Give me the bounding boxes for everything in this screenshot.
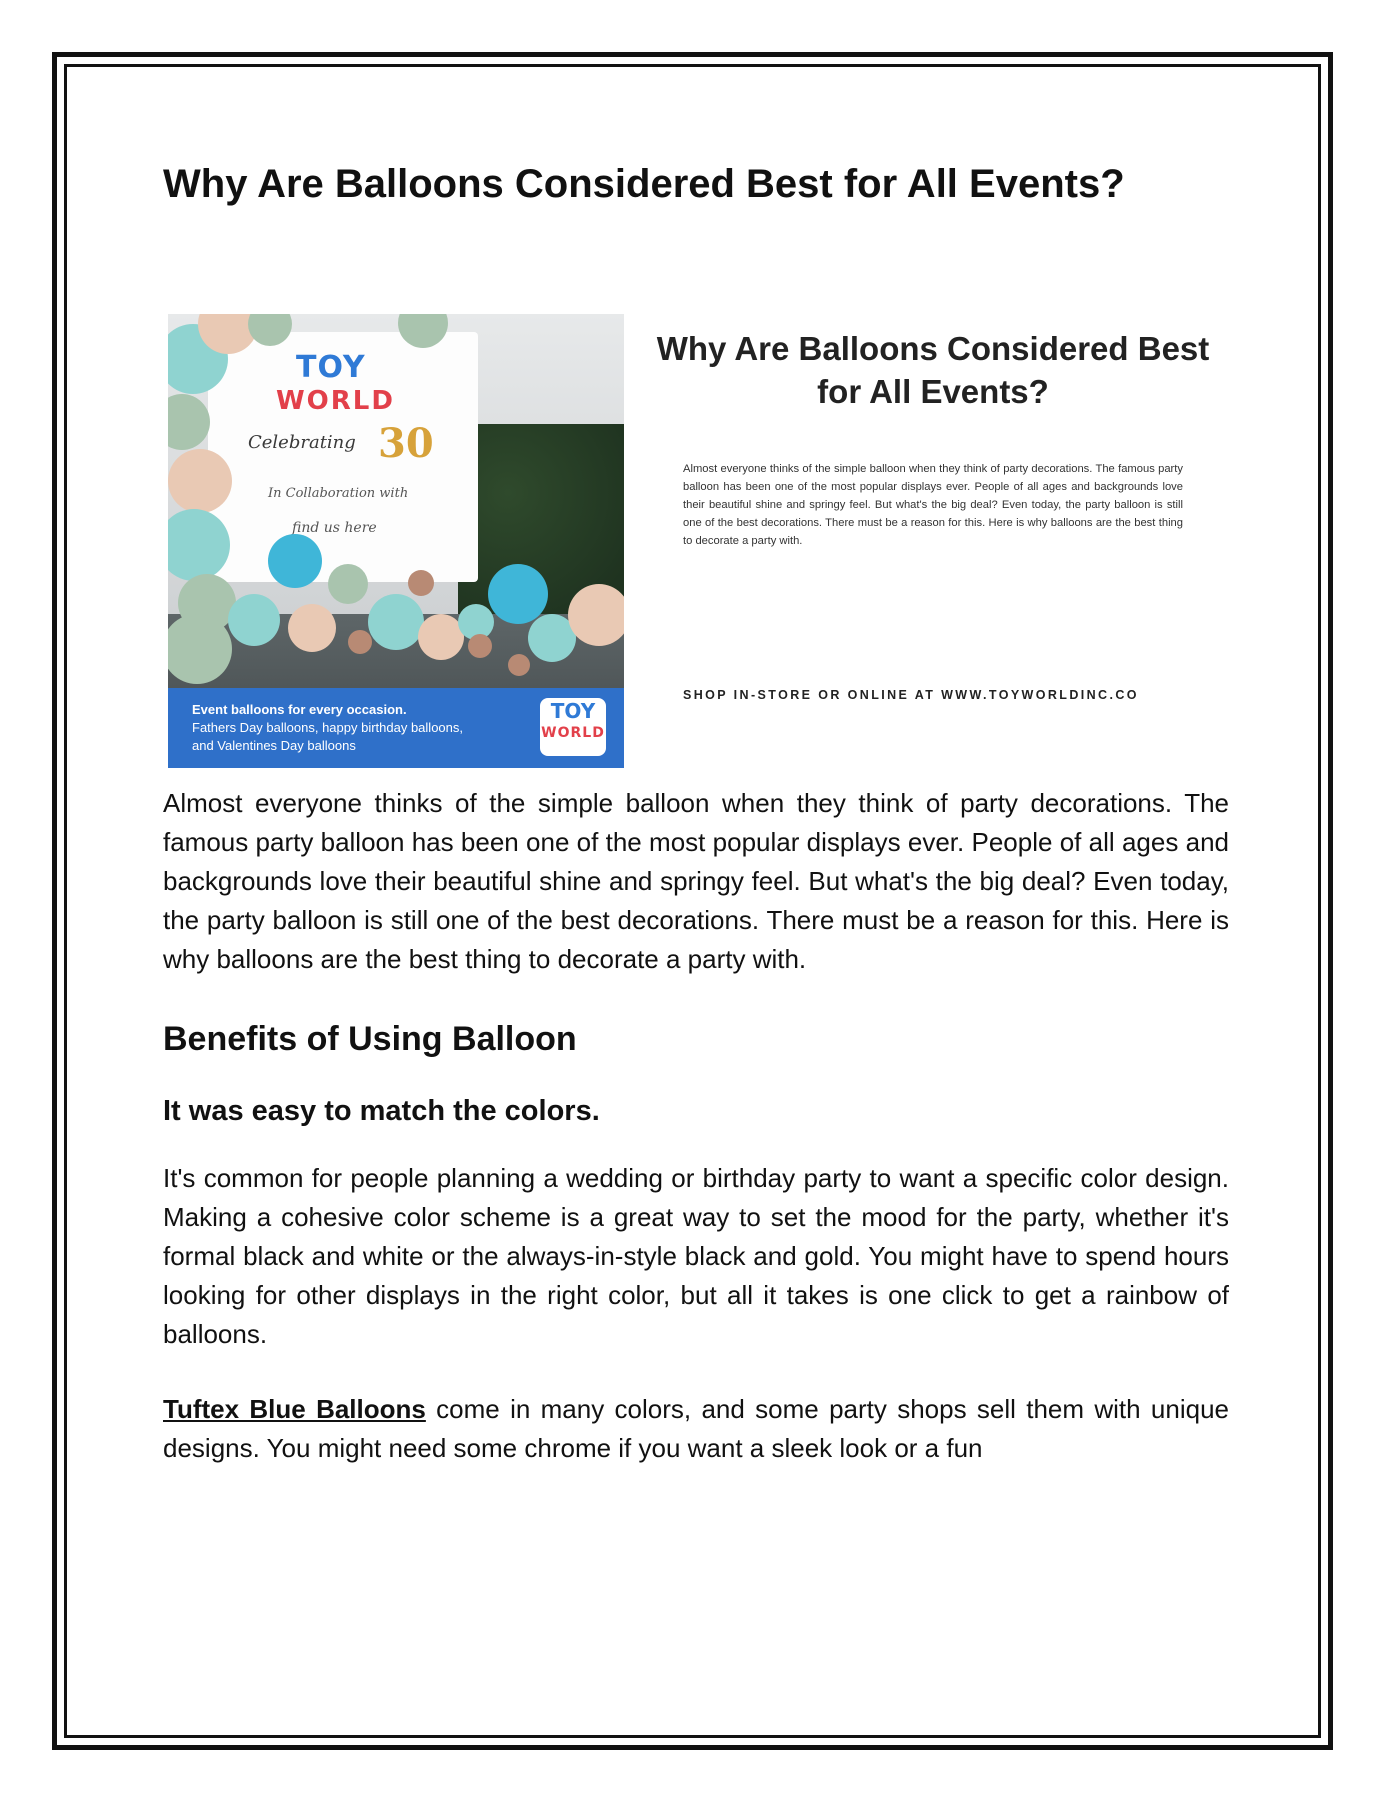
backdrop-find-us-text: find us here xyxy=(292,520,377,536)
logo-text-top: TOY xyxy=(550,699,596,723)
balloon xyxy=(268,534,322,588)
balloon xyxy=(488,564,548,624)
balloon xyxy=(348,630,372,654)
tuftex-blue-balloons-link[interactable]: Tuftex Blue Balloons xyxy=(163,1393,426,1424)
backdrop-collab-text: In Collaboration with xyxy=(268,486,409,501)
balloon xyxy=(228,594,280,646)
caption-line-3: and Valentines Day balloons xyxy=(192,738,356,753)
balloon xyxy=(568,584,624,646)
balloon xyxy=(468,634,492,658)
banner-body-text: Almost everyone thinks of the simple balloon when they think of party decorations. The famous party balloon has been one of the most popular displays ever. People of all ages and backgrounds love their beautiful shine and springy feel. But what's the big deal? Even today, the party balloon is still one of the best decorations. There must be a reason for this. Here is why balloons are the best thing to decorate a party with. xyxy=(683,463,1183,547)
tuftex-paragraph-text: come in many colors, and some party shops sell them with unique designs. You might need some chrome if you want a sleek look or a fun xyxy=(163,1393,1229,1463)
balloon-display-photo xyxy=(168,314,624,768)
balloon xyxy=(328,564,368,604)
tuftex-paragraph xyxy=(163,1390,1229,1468)
photo-caption-bar xyxy=(168,688,624,768)
balloon xyxy=(368,594,424,650)
caption-line-2: Fathers Day balloons, happy birthday balloons, xyxy=(192,720,463,735)
document-title: Why Are Balloons Considered Best for All Events? xyxy=(163,162,1125,206)
balloon xyxy=(508,654,530,676)
document-content xyxy=(163,160,1229,1468)
colors-paragraph: It's common for people planning a wedding or birthday party to want a specific color design. Making a cohesive color scheme is a great way to set the mood for the party, whether it's formal black and white or the always-in-style black and gold. You might have to spend hours looking for other displays in the right color, but all it takes is one click to get a rainbow of balloons. xyxy=(163,1162,1229,1349)
balloon xyxy=(168,449,232,513)
backdrop-celebrating-text: Celebrating xyxy=(248,432,356,453)
banner-image xyxy=(163,286,1229,754)
backdrop-anniversary-number: 30 xyxy=(378,420,434,467)
section-heading: Benefits of Using Balloon xyxy=(163,1020,577,1058)
intro-paragraph: Almost everyone thinks of the simple balloon when they think of party decorations. The famous party balloon has been one of the most popular displays ever. People of all ages and backgrounds love their beautiful shine and springy feel. But what's the big deal? Even today, the party balloon is still one of the best decorations. There must be a reason for this. Here is why balloons are the best thing to decorate a party with. xyxy=(163,788,1229,974)
logo-text-bottom: WORLD xyxy=(541,725,605,741)
balloon xyxy=(408,570,434,596)
subsection-heading: It was easy to match the colors. xyxy=(163,1094,600,1127)
caption-line-1: Event balloons for every occasion. xyxy=(192,702,407,717)
banner-shop-line: SHOP IN-STORE OR ONLINE AT WWW.TOYWORLDINC.CO xyxy=(683,688,1139,702)
balloon xyxy=(288,604,336,652)
backdrop-logo-bottom: WORLD xyxy=(276,386,395,416)
banner-heading: Why Are Balloons Considered Best for All Events? xyxy=(656,330,1210,410)
backdrop-logo-top: TOY xyxy=(296,350,366,385)
toy-world-logo xyxy=(540,698,606,756)
